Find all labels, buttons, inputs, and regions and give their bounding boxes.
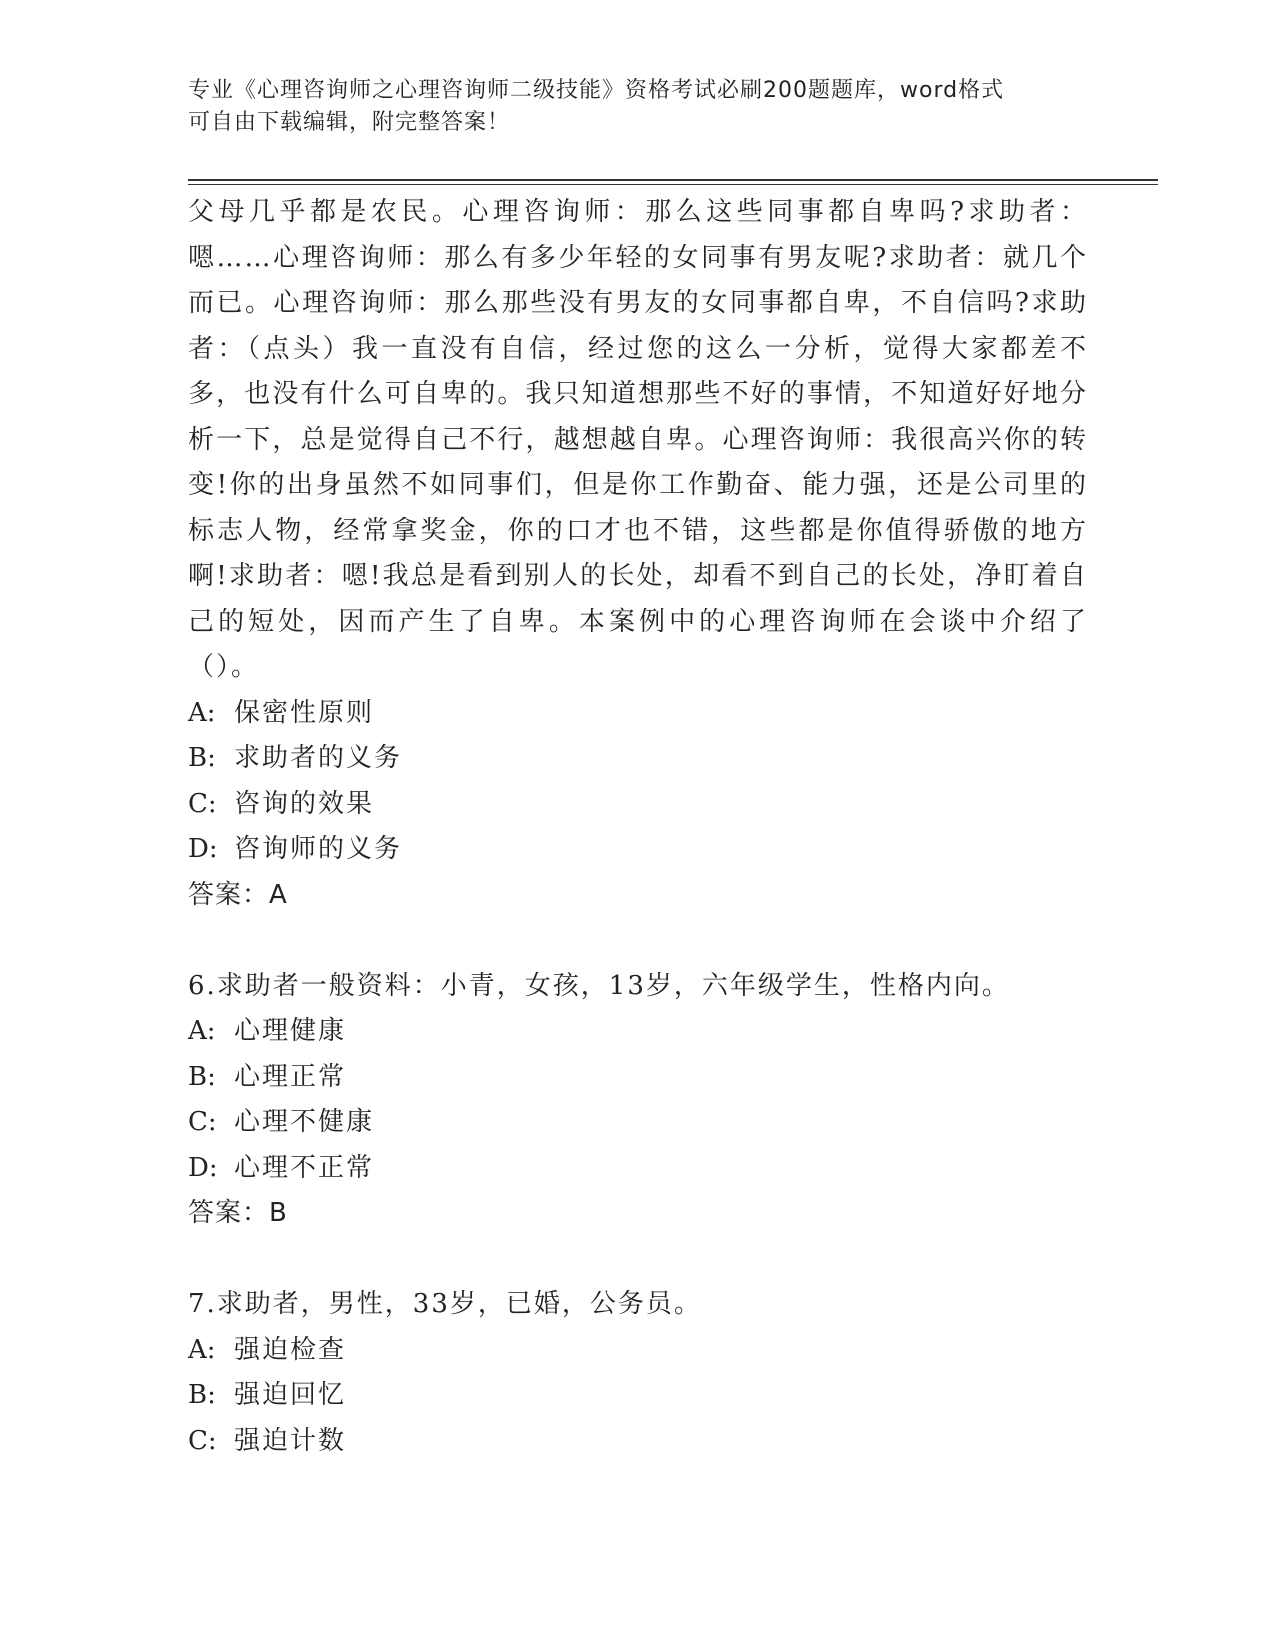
option-letter: C:: [188, 788, 217, 819]
option-letter: B:: [188, 743, 216, 773]
document-body: [188, 190, 1088, 1464]
question-5-answer: 答案：A: [188, 879, 288, 910]
question-5-option-a: [188, 691, 1088, 737]
option-text: 强迫回忆: [234, 1380, 347, 1410]
option-text: 心理不健康: [234, 1107, 375, 1137]
option-letter: C:: [188, 1107, 217, 1137]
option-letter: A:: [188, 1334, 216, 1365]
question-7-option-a: [188, 1328, 1088, 1374]
option-text: 求助者的义务: [234, 743, 403, 773]
question-7-option-b: [188, 1373, 1088, 1419]
question-5-option-d: [188, 827, 1088, 873]
option-text: 咨询师的义务: [234, 834, 403, 864]
option-letter: A:: [188, 1016, 216, 1046]
option-text: 保密性原则: [234, 697, 375, 728]
header-rule-thick: [188, 179, 1158, 181]
question-5-passage: 父母几乎都是农民。心理咨询师：那么这些同事都自卑吗?求助者：嗯……心理咨询师：那么有多少年轻的女同事有男友呢?求助者：就几个而已。心理咨询师：那么那些没有男友的女同事都自卑，不自信吗?求助者：（点头）我一直没有自信，经过您的这么一分析，觉得大家都差不多，也没有什么可自卑的。我只知道想那些不好的事情，不知道好好地分析一下，总是觉得自己不行，越想越自卑。心理咨询师：我很高兴你的转变!你的出身虽然不如同事们，但是你工作勤奋、能力强，还是公司里的标志人物，经常拿奖金，你的口才也不错，这些都是你值得骄傲的地方啊!求助者：嗯!我总是看到别人的长处，却看不到自己的长处，净盯着自己的短处，因而产生了自卑。本案例中的心理咨询师在会谈中介绍了（）。: [188, 197, 1088, 682]
question-6-option-a: [188, 1009, 1088, 1055]
document-header: [188, 75, 1068, 139]
option-text: 咨询的效果: [234, 788, 375, 819]
spacer: [188, 1237, 1088, 1283]
option-letter: B:: [188, 1061, 216, 1092]
option-letter: A:: [188, 697, 216, 728]
option-letter: D:: [188, 1152, 218, 1183]
question-7-stem: 7.求助者，男性，33岁，已婚，公务员。: [188, 1289, 702, 1319]
option-text: 心理健康: [234, 1016, 347, 1046]
option-letter: B:: [188, 1380, 216, 1410]
header-title-line-1: 专业《心理咨询师之心理咨询师二级技能》资格考试必刷200题题库，word格式: [188, 78, 1005, 103]
spacer: [188, 918, 1088, 964]
option-text: 心理正常: [234, 1061, 347, 1092]
header-rule-thin: [188, 184, 1158, 185]
option-text: 强迫计数: [234, 1425, 347, 1456]
question-6-answer: 答案：B: [188, 1198, 288, 1228]
header-title-line-2: 可自由下载编辑，附完整答案！: [188, 110, 511, 135]
option-letter: D:: [188, 834, 218, 864]
option-letter: C:: [188, 1425, 217, 1456]
question-6-option-c: [188, 1100, 1088, 1146]
question-6-stem: 6.求助者一般资料：小青，女孩，13岁，六年级学生，性格内向。: [188, 970, 1010, 1001]
question-5-option-b: [188, 736, 1088, 782]
question-6-option-d: [188, 1146, 1088, 1192]
question-6-option-b: [188, 1055, 1088, 1101]
option-text: 强迫检查: [234, 1334, 347, 1365]
question-5-option-c: [188, 782, 1088, 828]
option-text: 心理不正常: [234, 1152, 375, 1183]
question-7-option-c: [188, 1419, 1088, 1465]
